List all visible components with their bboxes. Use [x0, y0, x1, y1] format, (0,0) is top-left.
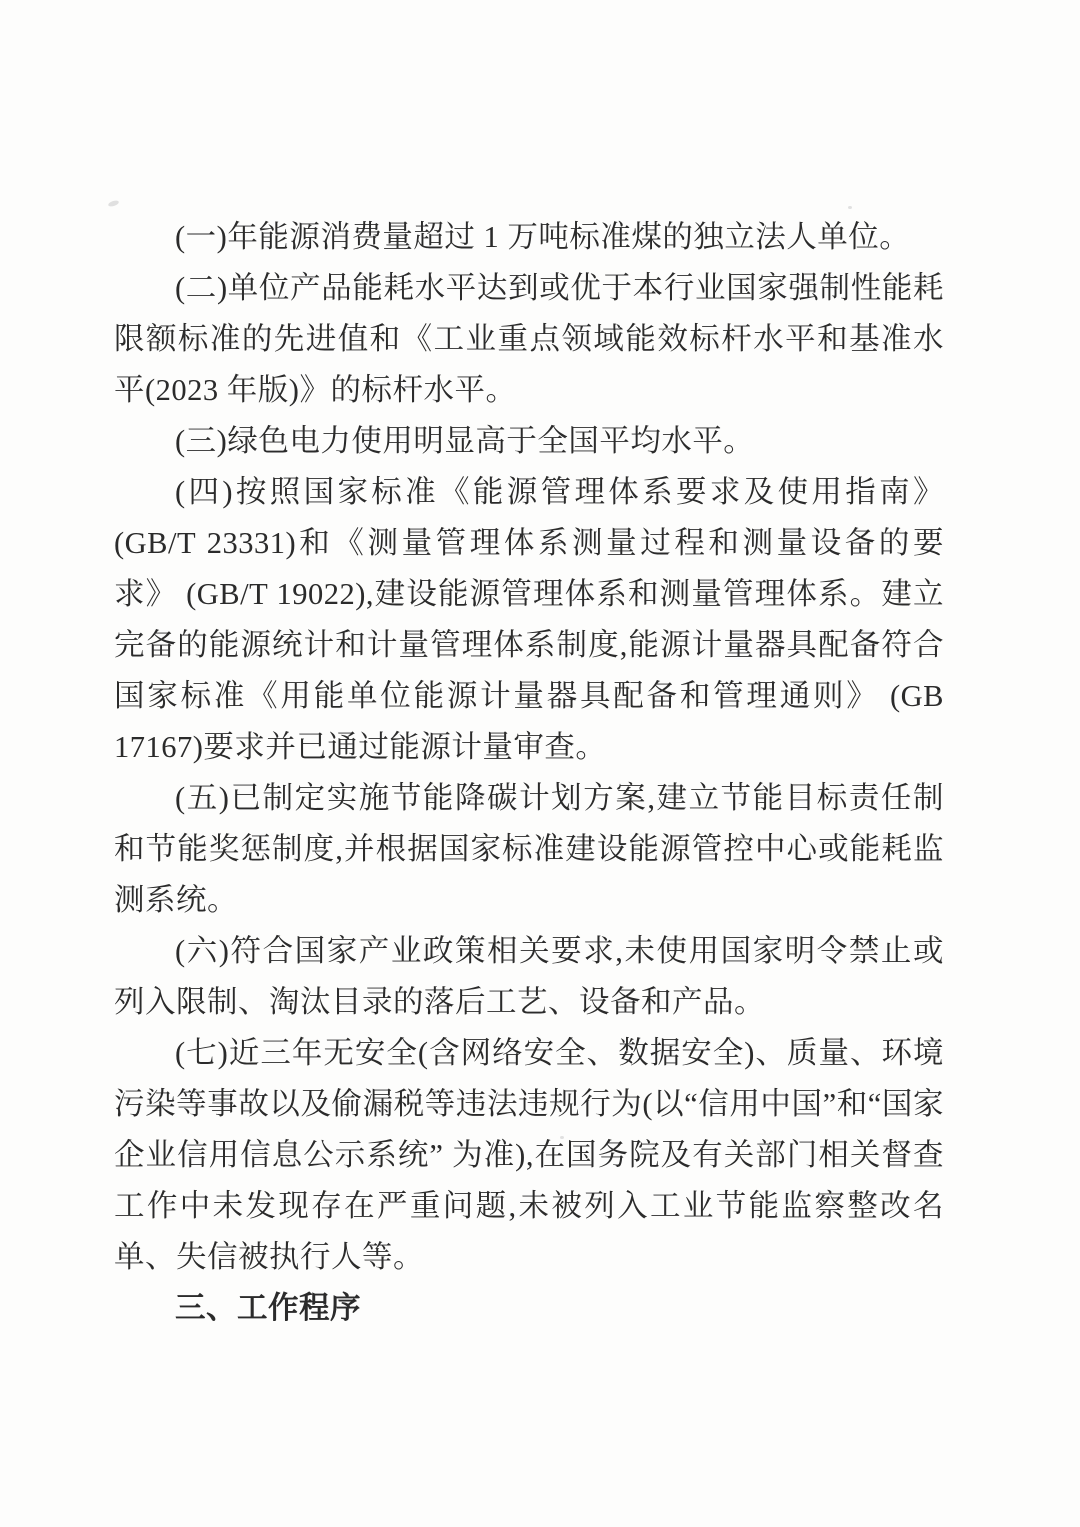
- clause-item-6: (六)符合国家产业政策相关要求,未使用国家明令禁止或列入限制、淘汰目录的落后工艺、设备和产品。: [114, 934, 944, 1019]
- clause-item-3: (三)绿色电力使用明显高于全国平均水平。: [175, 424, 755, 458]
- clause-item-1: (一)年能源消费量超过 1 万吨标准煤的独立法人单位。: [175, 220, 911, 254]
- scan-speck: [848, 206, 852, 209]
- clause-item-7: (七)近三年无安全(含网络安全、数据安全)、质量、环境污染等事故以及偷漏税等违法违规行为(以“信用中国”和“国家企业信用信息公示系统” 为准),在国务院及有关部门相关督查工作中未发现存在严重问题,未被列入工业节能监察整改名单、失信被执行人等。: [114, 1036, 944, 1274]
- scan-speck: [107, 199, 119, 207]
- section-heading: 三、工作程序: [175, 1291, 361, 1325]
- document-body: [114, 212, 944, 1334]
- clause-item-5: (五)已制定实施节能降碳计划方案,建立节能目标责任制和节能奖惩制度,并根据国家标准建设能源管控中心或能耗监测系统。: [114, 781, 944, 917]
- clause-item-4: (四)按照国家标准《能源管理体系要求及使用指南》(GB/T 23331)和《测量管理体系测量过程和测量设备的要求》 (GB/T 19022),建设能源管理体系和测量管理体系。建立完备的能源统计和计量管理体系制度,能源计量器具配备符合国家标准《用能单位能源计量器具配备和管理通则》 (GB 17167)要求并已通过能源计量审查。: [114, 475, 944, 764]
- clause-item-2: (二)单位产品能耗水平达到或优于本行业国家强制性能耗限额标准的先进值和《工业重点领域能效标杆水平和基准水平(2023 年版)》的标杆水平。: [114, 271, 944, 407]
